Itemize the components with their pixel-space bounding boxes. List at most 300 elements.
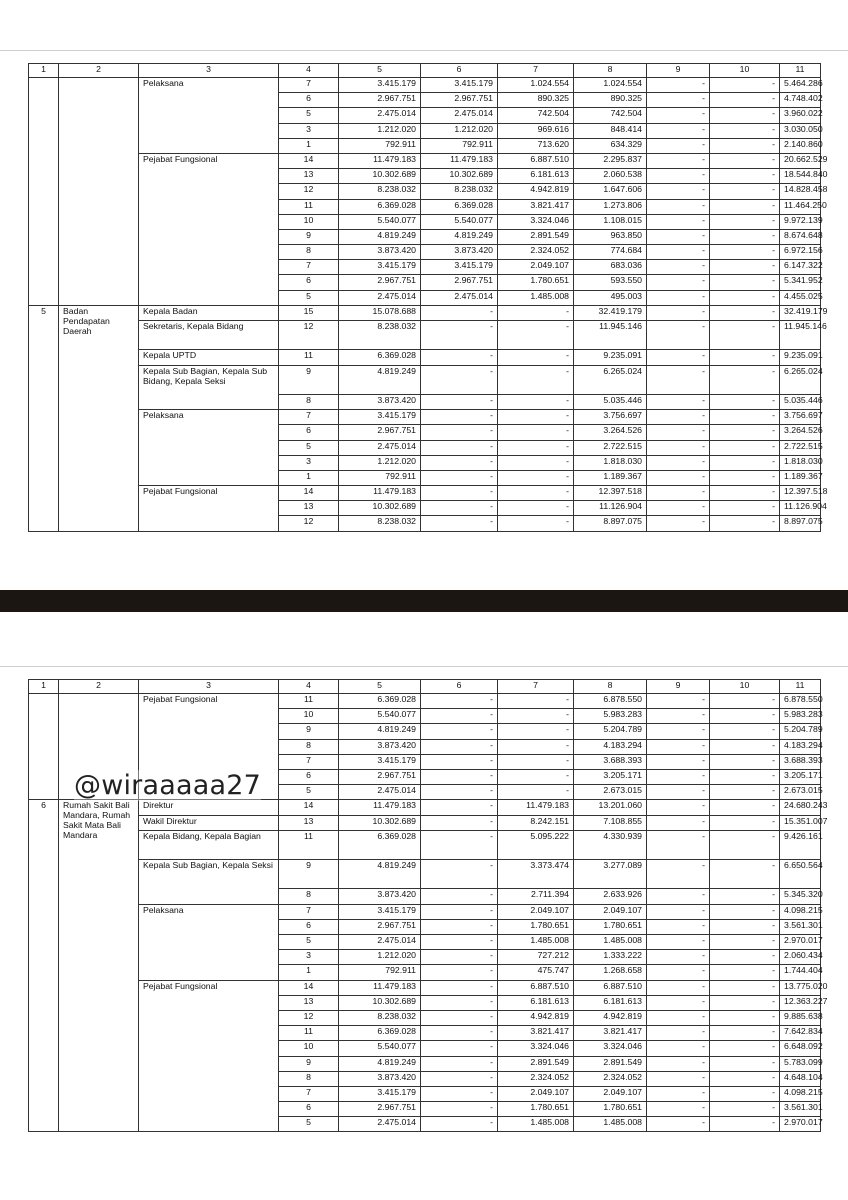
value-col5-cell: 3.873.420 xyxy=(339,889,421,904)
value-col10-cell: - xyxy=(710,1041,780,1056)
value-col11-cell: 6.648.092 xyxy=(780,1041,821,1056)
value-col5-cell: 3.415.179 xyxy=(339,754,421,769)
salary-table xyxy=(28,679,828,1132)
value-col8-cell: 1.647.606 xyxy=(574,184,647,199)
grade-cell: 6 xyxy=(279,425,339,440)
column-header-10: 10 xyxy=(710,64,780,78)
value-col8-cell: 1.485.008 xyxy=(574,1117,647,1132)
value-col5-cell: 10.302.689 xyxy=(339,169,421,184)
position-cell xyxy=(139,290,279,305)
column-header-8: 8 xyxy=(574,64,647,78)
column-header-4: 4 xyxy=(279,64,339,78)
value-col6-cell: - xyxy=(421,365,498,394)
value-col11-cell: 5.341.952 xyxy=(780,275,821,290)
grade-cell: 8 xyxy=(279,245,339,260)
table-row xyxy=(29,1117,821,1132)
value-col5-cell: 8.238.032 xyxy=(339,1010,421,1025)
position-cell xyxy=(139,275,279,290)
value-col10-cell: - xyxy=(710,516,780,531)
value-col5-cell: 2.967.751 xyxy=(339,1102,421,1117)
value-col8-cell: 2.633.926 xyxy=(574,889,647,904)
value-col9-cell: - xyxy=(647,108,710,123)
table-row xyxy=(29,860,821,889)
position-cell xyxy=(139,1102,279,1117)
position-cell: Wakil Direktur xyxy=(139,815,279,830)
column-header-11: 11 xyxy=(780,680,821,694)
value-col8-cell: 1.024.554 xyxy=(574,78,647,93)
value-col8-cell: 1.268.658 xyxy=(574,965,647,980)
value-col10-cell: - xyxy=(710,769,780,784)
value-col11-cell: 15.351.007 xyxy=(780,815,821,830)
value-col9-cell: - xyxy=(647,724,710,739)
value-col10-cell: - xyxy=(710,260,780,275)
value-col7-cell: 2.049.107 xyxy=(498,904,574,919)
page-divider xyxy=(0,590,848,612)
value-col11-cell: 20.662.529 xyxy=(780,153,821,168)
table-row xyxy=(29,501,821,516)
grade-cell: 10 xyxy=(279,214,339,229)
grade-cell: 9 xyxy=(279,724,339,739)
value-col9-cell: - xyxy=(647,350,710,365)
value-col9-cell: - xyxy=(647,138,710,153)
value-col10-cell: - xyxy=(710,184,780,199)
value-col11-cell: 6.265.024 xyxy=(780,365,821,394)
position-cell: Pejabat Fungsional xyxy=(139,980,279,995)
value-col8-cell: 593.550 xyxy=(574,275,647,290)
value-col11-cell: 9.972.139 xyxy=(780,214,821,229)
table-row xyxy=(29,93,821,108)
value-col5-cell: 5.540.077 xyxy=(339,709,421,724)
position-cell xyxy=(139,1026,279,1041)
value-col6-cell: - xyxy=(421,1071,498,1086)
page-bottom-edge xyxy=(0,666,848,667)
value-col7-cell: - xyxy=(498,410,574,425)
value-col11-cell: 1.818.030 xyxy=(780,455,821,470)
value-col9-cell: - xyxy=(647,830,710,859)
table-row xyxy=(29,516,821,531)
value-col8-cell: 11.945.146 xyxy=(574,321,647,350)
value-col5-cell: 1.212.020 xyxy=(339,123,421,138)
grade-cell: 13 xyxy=(279,995,339,1010)
value-col9-cell: - xyxy=(647,214,710,229)
value-col10-cell: - xyxy=(710,410,780,425)
value-col8-cell: 5.035.446 xyxy=(574,394,647,409)
grade-cell: 8 xyxy=(279,1071,339,1086)
value-col6-cell: - xyxy=(421,739,498,754)
value-col10-cell: - xyxy=(710,1117,780,1132)
value-col10-cell: - xyxy=(710,470,780,485)
value-col7-cell: - xyxy=(498,739,574,754)
value-col9-cell: - xyxy=(647,394,710,409)
value-col7-cell: - xyxy=(498,769,574,784)
value-col11-cell: 4.455.025 xyxy=(780,290,821,305)
value-col11-cell: 4.183.294 xyxy=(780,739,821,754)
grade-cell: 11 xyxy=(279,830,339,859)
value-col11-cell: 1.744.404 xyxy=(780,965,821,980)
grade-cell: 6 xyxy=(279,1102,339,1117)
value-col8-cell: 6.887.510 xyxy=(574,980,647,995)
table-row xyxy=(29,260,821,275)
value-col10-cell: - xyxy=(710,290,780,305)
value-col5-cell: 10.302.689 xyxy=(339,995,421,1010)
table-row xyxy=(29,739,821,754)
grade-cell: 7 xyxy=(279,1086,339,1101)
table-row xyxy=(29,830,821,859)
value-col8-cell: 1.189.367 xyxy=(574,470,647,485)
value-col10-cell: - xyxy=(710,214,780,229)
value-col11-cell: 9.885.638 xyxy=(780,1010,821,1025)
grade-cell: 5 xyxy=(279,108,339,123)
table-row xyxy=(29,214,821,229)
position-cell xyxy=(139,93,279,108)
value-col5-cell: 11.479.183 xyxy=(339,486,421,501)
position-cell xyxy=(139,995,279,1010)
value-col8-cell: 2.891.549 xyxy=(574,1056,647,1071)
grade-cell: 12 xyxy=(279,184,339,199)
value-col6-cell: - xyxy=(421,785,498,800)
value-col8-cell: 3.821.417 xyxy=(574,1026,647,1041)
column-header-7: 7 xyxy=(498,680,574,694)
value-col6-cell: - xyxy=(421,470,498,485)
table-row xyxy=(29,1056,821,1071)
position-cell: Pelaksana xyxy=(139,410,279,425)
value-col6-cell: - xyxy=(421,860,498,889)
value-col11-cell: 2.970.017 xyxy=(780,935,821,950)
value-col11-cell: 6.650.564 xyxy=(780,860,821,889)
value-col7-cell: - xyxy=(498,350,574,365)
grade-cell: 6 xyxy=(279,93,339,108)
value-col5-cell: 3.415.179 xyxy=(339,904,421,919)
value-col7-cell: - xyxy=(498,394,574,409)
table-row xyxy=(29,1010,821,1025)
value-col11-cell: 11.126.904 xyxy=(780,501,821,516)
value-col10-cell: - xyxy=(710,965,780,980)
value-col11-cell: 5.783.099 xyxy=(780,1056,821,1071)
value-col8-cell: 7.108.855 xyxy=(574,815,647,830)
grade-cell: 8 xyxy=(279,394,339,409)
value-col6-cell: - xyxy=(421,724,498,739)
value-col5-cell: 6.369.028 xyxy=(339,694,421,709)
value-col10-cell: - xyxy=(710,904,780,919)
value-col6-cell: 10.302.689 xyxy=(421,169,498,184)
value-col5-cell: 3.415.179 xyxy=(339,1086,421,1101)
position-cell xyxy=(139,1117,279,1132)
value-col7-cell: - xyxy=(498,305,574,320)
value-col6-cell: - xyxy=(421,815,498,830)
value-col11-cell: 5.983.283 xyxy=(780,709,821,724)
value-col8-cell: 848.414 xyxy=(574,123,647,138)
table-row xyxy=(29,935,821,950)
value-col9-cell: - xyxy=(647,516,710,531)
grade-cell: 11 xyxy=(279,694,339,709)
value-col5-cell: 5.540.077 xyxy=(339,214,421,229)
column-header-6: 6 xyxy=(421,680,498,694)
value-col7-cell: - xyxy=(498,754,574,769)
position-cell xyxy=(139,935,279,950)
column-header-11: 11 xyxy=(780,64,821,78)
value-col10-cell: - xyxy=(710,78,780,93)
value-col7-cell: 3.821.417 xyxy=(498,1026,574,1041)
position-cell xyxy=(139,950,279,965)
column-header-9: 9 xyxy=(647,680,710,694)
position-cell xyxy=(139,260,279,275)
column-header-6: 6 xyxy=(421,64,498,78)
grade-cell: 13 xyxy=(279,501,339,516)
grade-cell: 9 xyxy=(279,365,339,394)
table-row xyxy=(29,138,821,153)
value-col5-cell: 1.212.020 xyxy=(339,455,421,470)
grade-cell: 10 xyxy=(279,709,339,724)
grade-cell: 1 xyxy=(279,138,339,153)
table-row xyxy=(29,754,821,769)
grade-cell: 5 xyxy=(279,785,339,800)
value-col5-cell: 3.873.420 xyxy=(339,394,421,409)
value-col11-cell: 7.642.834 xyxy=(780,1026,821,1041)
position-cell: Direktur xyxy=(139,800,279,815)
value-col10-cell: - xyxy=(710,1026,780,1041)
value-col5-cell: 2.475.014 xyxy=(339,785,421,800)
grade-cell: 12 xyxy=(279,516,339,531)
value-col7-cell: 6.181.613 xyxy=(498,169,574,184)
value-col10-cell: - xyxy=(710,815,780,830)
unit-name-cell: Badan Pendapatan Daerah xyxy=(59,305,139,531)
value-col11-cell: 13.775.020 xyxy=(780,980,821,995)
document-page-top xyxy=(0,0,848,590)
value-col5-cell: 792.911 xyxy=(339,965,421,980)
value-col5-cell: 4.819.249 xyxy=(339,365,421,394)
value-col11-cell: 4.098.215 xyxy=(780,1086,821,1101)
value-col5-cell: 2.967.751 xyxy=(339,425,421,440)
value-col5-cell: 5.540.077 xyxy=(339,1041,421,1056)
value-col6-cell: - xyxy=(421,950,498,965)
value-col10-cell: - xyxy=(710,425,780,440)
value-col9-cell: - xyxy=(647,1102,710,1117)
value-col7-cell: - xyxy=(498,440,574,455)
value-col10-cell: - xyxy=(710,365,780,394)
value-col6-cell: 3.415.179 xyxy=(421,260,498,275)
table-row xyxy=(29,440,821,455)
table-row xyxy=(29,305,821,320)
value-col8-cell: 4.183.294 xyxy=(574,739,647,754)
value-col10-cell: - xyxy=(710,950,780,965)
value-col8-cell: 3.756.697 xyxy=(574,410,647,425)
salary-table xyxy=(28,63,828,532)
value-col8-cell: 1.780.651 xyxy=(574,919,647,934)
unit-name-cell xyxy=(59,78,139,306)
value-col5-cell: 4.819.249 xyxy=(339,860,421,889)
position-cell xyxy=(139,501,279,516)
grade-cell: 8 xyxy=(279,889,339,904)
value-col5-cell: 4.819.249 xyxy=(339,229,421,244)
value-col7-cell: - xyxy=(498,470,574,485)
value-col11-cell: 2.140.860 xyxy=(780,138,821,153)
table-row xyxy=(29,1102,821,1117)
value-col9-cell: - xyxy=(647,455,710,470)
value-col7-cell: 1.780.651 xyxy=(498,919,574,934)
value-col6-cell: - xyxy=(421,694,498,709)
value-col7-cell: 3.324.046 xyxy=(498,214,574,229)
value-col6-cell: 5.540.077 xyxy=(421,214,498,229)
table-row xyxy=(29,321,821,350)
position-cell xyxy=(139,739,279,754)
value-col6-cell: - xyxy=(421,425,498,440)
grade-cell: 3 xyxy=(279,123,339,138)
table-row xyxy=(29,108,821,123)
grade-cell: 6 xyxy=(279,769,339,784)
column-header-5: 5 xyxy=(339,680,421,694)
value-col8-cell: 890.325 xyxy=(574,93,647,108)
value-col9-cell: - xyxy=(647,904,710,919)
position-cell xyxy=(139,516,279,531)
value-col5-cell: 2.967.751 xyxy=(339,93,421,108)
value-col11-cell: 5.035.446 xyxy=(780,394,821,409)
position-cell: Kepala UPTD xyxy=(139,350,279,365)
value-col5-cell: 3.873.420 xyxy=(339,1071,421,1086)
position-cell xyxy=(139,138,279,153)
table-row xyxy=(29,724,821,739)
value-col9-cell: - xyxy=(647,470,710,485)
value-col7-cell: 890.325 xyxy=(498,93,574,108)
value-col5-cell: 2.475.014 xyxy=(339,935,421,950)
table-row xyxy=(29,184,821,199)
value-col6-cell: - xyxy=(421,410,498,425)
table-row xyxy=(29,486,821,501)
grade-cell: 9 xyxy=(279,1056,339,1071)
value-col5-cell: 6.369.028 xyxy=(339,830,421,859)
grade-cell: 3 xyxy=(279,950,339,965)
value-col7-cell: 475.747 xyxy=(498,965,574,980)
value-col6-cell: - xyxy=(421,769,498,784)
value-col10-cell: - xyxy=(710,919,780,934)
value-col10-cell: - xyxy=(710,275,780,290)
value-col6-cell: - xyxy=(421,904,498,919)
value-col8-cell: 6.265.024 xyxy=(574,365,647,394)
table-row xyxy=(29,980,821,995)
position-cell xyxy=(139,425,279,440)
value-col6-cell: 3.415.179 xyxy=(421,78,498,93)
value-col5-cell: 11.479.183 xyxy=(339,800,421,815)
value-col6-cell: - xyxy=(421,1056,498,1071)
value-col7-cell: - xyxy=(498,501,574,516)
value-col6-cell: - xyxy=(421,1102,498,1117)
value-col9-cell: - xyxy=(647,290,710,305)
value-col8-cell: 2.295.837 xyxy=(574,153,647,168)
value-col9-cell: - xyxy=(647,93,710,108)
grade-cell: 9 xyxy=(279,229,339,244)
value-col11-cell: 2.060.434 xyxy=(780,950,821,965)
value-col9-cell: - xyxy=(647,995,710,1010)
column-header-2: 2 xyxy=(59,64,139,78)
table-row xyxy=(29,470,821,485)
value-col8-cell: 3.277.089 xyxy=(574,860,647,889)
table-row xyxy=(29,275,821,290)
value-col8-cell: 1.333.222 xyxy=(574,950,647,965)
value-col10-cell: - xyxy=(710,123,780,138)
value-col7-cell: 6.887.510 xyxy=(498,153,574,168)
value-col11-cell: 5.204.789 xyxy=(780,724,821,739)
value-col5-cell: 4.819.249 xyxy=(339,724,421,739)
value-col10-cell: - xyxy=(710,800,780,815)
value-col10-cell: - xyxy=(710,860,780,889)
table-wrapper xyxy=(28,679,828,1132)
position-cell: Kepala Sub Bagian, Kepala Sub Bidang, Kepala Seksi xyxy=(139,365,279,394)
table-row xyxy=(29,425,821,440)
value-col6-cell: - xyxy=(421,965,498,980)
value-col6-cell: - xyxy=(421,501,498,516)
value-col9-cell: - xyxy=(647,275,710,290)
value-col7-cell: 11.479.183 xyxy=(498,800,574,815)
position-cell: Pejabat Fungsional xyxy=(139,694,279,709)
value-col9-cell: - xyxy=(647,486,710,501)
value-col9-cell: - xyxy=(647,935,710,950)
value-col9-cell: - xyxy=(647,1086,710,1101)
value-col9-cell: - xyxy=(647,1117,710,1132)
table-row xyxy=(29,123,821,138)
position-cell: Kepala Badan xyxy=(139,305,279,320)
value-col10-cell: - xyxy=(710,709,780,724)
value-col7-cell: - xyxy=(498,694,574,709)
value-col9-cell: - xyxy=(647,1026,710,1041)
value-col11-cell: 2.722.515 xyxy=(780,440,821,455)
value-col9-cell: - xyxy=(647,889,710,904)
value-col11-cell: 3.561.301 xyxy=(780,919,821,934)
value-col10-cell: - xyxy=(710,1010,780,1025)
value-col8-cell: 3.264.526 xyxy=(574,425,647,440)
value-col6-cell: - xyxy=(421,830,498,859)
value-col7-cell: 2.891.549 xyxy=(498,229,574,244)
table-row xyxy=(29,455,821,470)
value-col6-cell: 6.369.028 xyxy=(421,199,498,214)
value-col7-cell: - xyxy=(498,709,574,724)
value-col7-cell: 1.024.554 xyxy=(498,78,574,93)
position-cell: Pelaksana xyxy=(139,904,279,919)
value-col10-cell: - xyxy=(710,229,780,244)
column-header-4: 4 xyxy=(279,680,339,694)
value-col11-cell: 12.397.518 xyxy=(780,486,821,501)
value-col5-cell: 6.369.028 xyxy=(339,350,421,365)
value-col11-cell: 32.419.179 xyxy=(780,305,821,320)
grade-cell: 11 xyxy=(279,350,339,365)
value-col9-cell: - xyxy=(647,123,710,138)
value-col8-cell: 32.419.179 xyxy=(574,305,647,320)
table-row xyxy=(29,153,821,168)
value-col8-cell: 5.983.283 xyxy=(574,709,647,724)
value-col9-cell: - xyxy=(647,769,710,784)
value-col11-cell: 5.345.320 xyxy=(780,889,821,904)
grade-cell: 6 xyxy=(279,919,339,934)
value-col8-cell: 6.181.613 xyxy=(574,995,647,1010)
value-col11-cell: 24.680.243 xyxy=(780,800,821,815)
table-row xyxy=(29,1041,821,1056)
value-col5-cell: 8.238.032 xyxy=(339,516,421,531)
grade-cell: 13 xyxy=(279,169,339,184)
value-col6-cell: 2.475.014 xyxy=(421,290,498,305)
value-col11-cell: 1.189.367 xyxy=(780,470,821,485)
value-col11-cell: 3.030.050 xyxy=(780,123,821,138)
value-col5-cell: 2.475.014 xyxy=(339,440,421,455)
position-cell xyxy=(139,919,279,934)
value-col10-cell: - xyxy=(710,455,780,470)
value-col7-cell: 2.049.107 xyxy=(498,260,574,275)
value-col5-cell: 11.479.183 xyxy=(339,153,421,168)
value-col7-cell: 1.485.008 xyxy=(498,935,574,950)
position-cell xyxy=(139,455,279,470)
grade-cell: 5 xyxy=(279,1117,339,1132)
position-cell xyxy=(139,724,279,739)
column-header-row xyxy=(29,680,821,694)
table-row xyxy=(29,350,821,365)
value-col6-cell: - xyxy=(421,486,498,501)
